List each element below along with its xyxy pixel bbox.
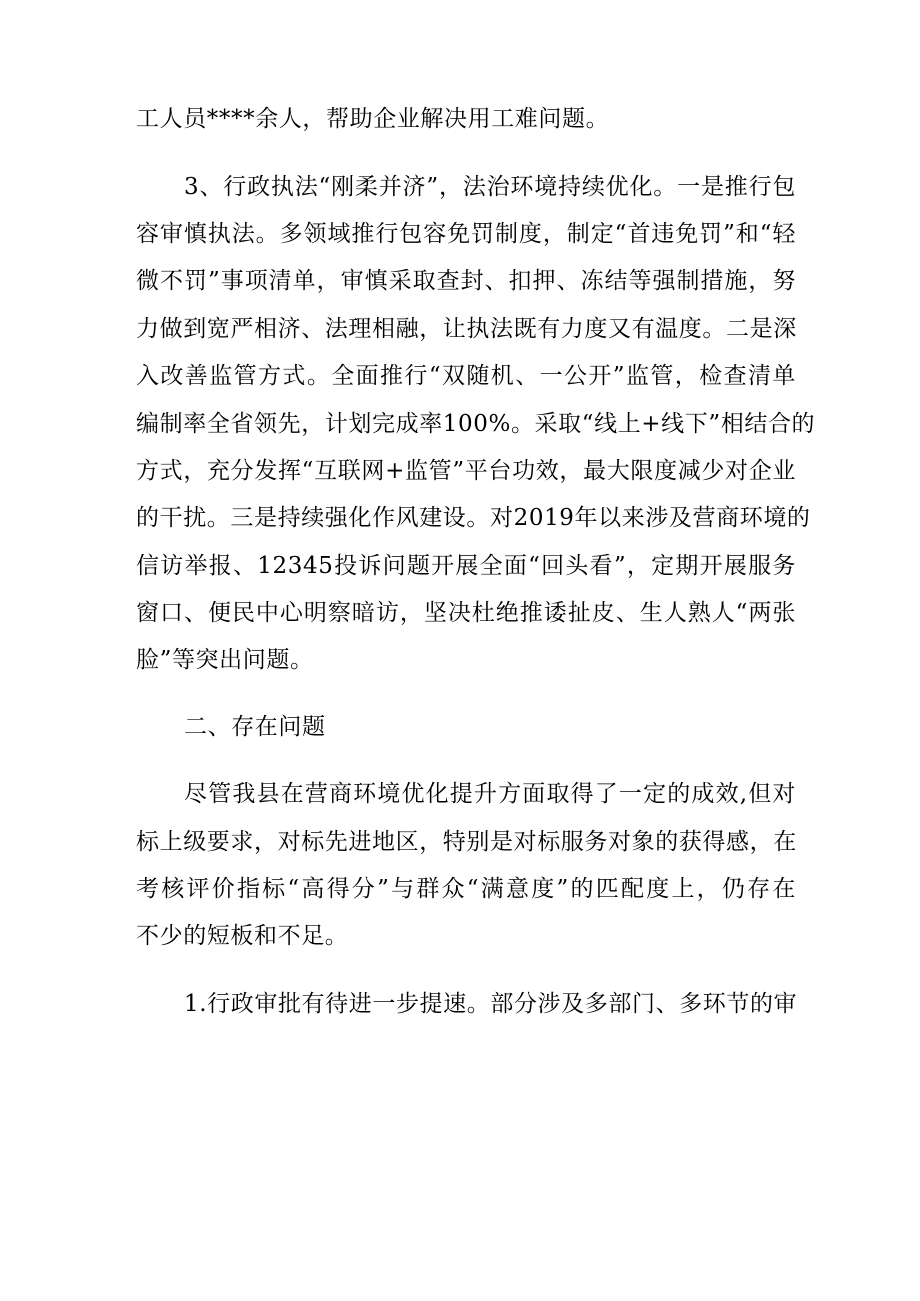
text-line: 窗口、便民中心明察暗访，坚决杜绝推诿扯皮、生人熟人“两张: [136, 600, 796, 626]
text-line: 力做到宽严相济、法理相融，让执法既有力度又有温度。二是深: [136, 316, 797, 342]
section-heading: 二、存在问题: [184, 714, 326, 740]
text-line: 工人员****余人，帮助企业解决用工难问题。: [136, 106, 610, 132]
text-line: 方式，充分发挥“互联网+监管”平台功效，最大限度减少对企业: [136, 458, 796, 484]
text-line: 微不罚”事项清单，审慎采取查封、扣押、冻结等强制措施，努: [136, 268, 796, 294]
text-line: 尽管我县在营商环境优化提升方面取得了一定的成效,但对: [184, 781, 796, 807]
text-line: 编制率全省领先，计划完成率100%。采取“线上+线下”相结合的: [136, 411, 816, 437]
text-line: 的干扰。三是持续强化作风建设。对2019年以来涉及营商环境的: [136, 505, 811, 531]
subsection-heading-line: 1.行政审批有待进一步提速。部分涉及多部门、多环节的审: [184, 991, 798, 1017]
text-line: 标上级要求，对标先进地区，特别是对标服务对象的获得感，在: [136, 829, 797, 855]
text-line: 信访举报、12345投诉问题开展全面“回头看”，定期开展服务: [136, 553, 796, 579]
text-line: 不少的短板和不足。: [136, 923, 349, 949]
paragraph-3-heading-line: 3、行政执法“刚柔并济”，法治环境持续优化。一是推行包: [184, 174, 796, 200]
text-line: 脸”等突出问题。: [136, 647, 314, 673]
text-line: 入改善监管方式。全面推行“双随机、一公开”监管，检查清单: [136, 363, 796, 389]
text-line: 容审慎执法。多领域推行包容免罚制度，制定“首违免罚”和“轻: [136, 221, 796, 247]
text-line: 考核评价指标“高得分”与群众“满意度”的匹配度上，仍存在: [136, 876, 796, 902]
